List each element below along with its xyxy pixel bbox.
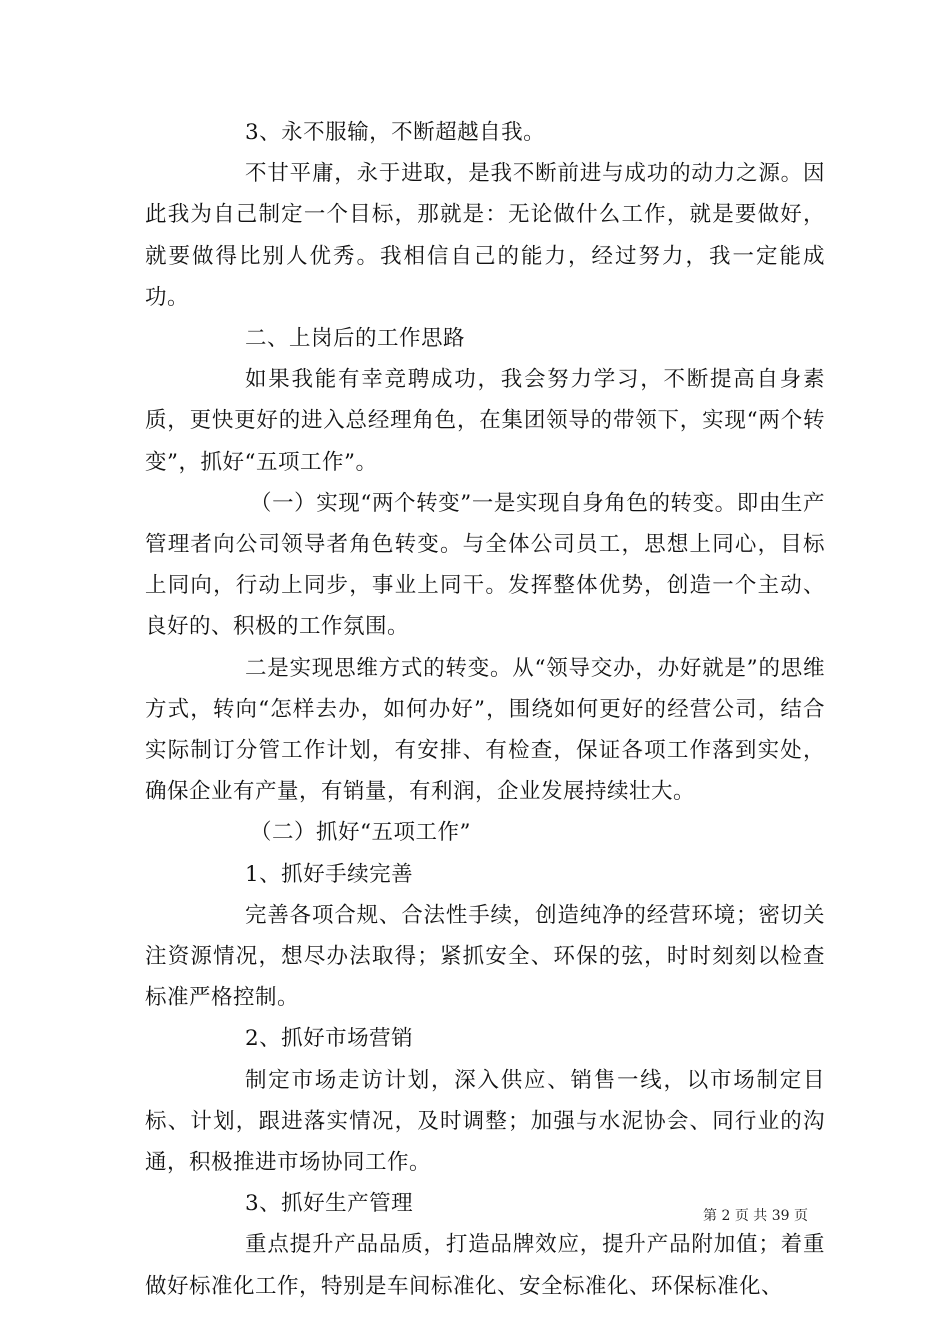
paragraph: 制定市场走访计划，深入供应、销售一线，以市场制定目标、计划，跟进落实情况，及时调整；加强与水泥协会、同行业的沟通，积极推进市场协同工作。 bbox=[145, 1067, 825, 1176]
list-item-heading: 1、抓好手续完善 bbox=[245, 861, 414, 887]
paragraph: 不甘平庸，永于进取，是我不断前进与成功的动力之源。因此我为自己制定一个目标，那就是：无论做什么工作，就是要做好，就要做得比别人优秀。我相信自己的能力，经过努力，我一定能成功。 bbox=[145, 161, 825, 310]
list-item-heading: 3、永不服输，不断超越自我。 bbox=[245, 120, 546, 145]
paragraph: 完善各项合规、合法性手续，创造纯净的经营环境；密切关注资源情况，想尽办法取得；紧抓安全、环保的弦，时时刻刻以检查标准严格控制。 bbox=[145, 902, 825, 1011]
page-number-footer: 第 2 页 共 39 页 bbox=[703, 1208, 808, 1224]
list-item-heading: 3、抓好生产管理 bbox=[245, 1191, 414, 1217]
subsection-heading: （二）抓好“五项工作” bbox=[250, 820, 471, 846]
paragraph: （一）实现“两个转变”一是实现自身角色的转变。即由生产管理者向公司领导者角色转变。与全体公司员工，思想上同心，目标上同向，行动上同步，事业上同干。发挥整体优势，创造一个主动、良好的、积极的工作氛围。 bbox=[145, 490, 825, 640]
paragraph: 如果我能有幸竞聘成功，我会努力学习，不断提高自身素质，更快更好的进入总经理角色，在集团领导的带领下，实现“两个转变”，抓好“五项工作”。 bbox=[145, 367, 825, 475]
section-heading: 二、上岗后的工作思路 bbox=[245, 326, 466, 352]
list-item-heading: 2、抓好市场营销 bbox=[245, 1026, 414, 1052]
paragraph: 重点提升产品品质，打造品牌效应，提升产品附加值；着重做好标准化工作，特别是车间标准化、安全标准化、环保标准化、 bbox=[145, 1232, 825, 1299]
document-body bbox=[145, 112, 825, 1307]
paragraph: 二是实现思维方式的转变。从“领导交办，办好就是”的思维方式，转向“怎样去办，如何办好”，围绕如何更好的经营公司，结合实际制订分管工作计划，有安排、有检查，保证各项工作落到实处，确保企业有产量，有销量，有利润，企业发展持续壮大。 bbox=[145, 655, 825, 805]
